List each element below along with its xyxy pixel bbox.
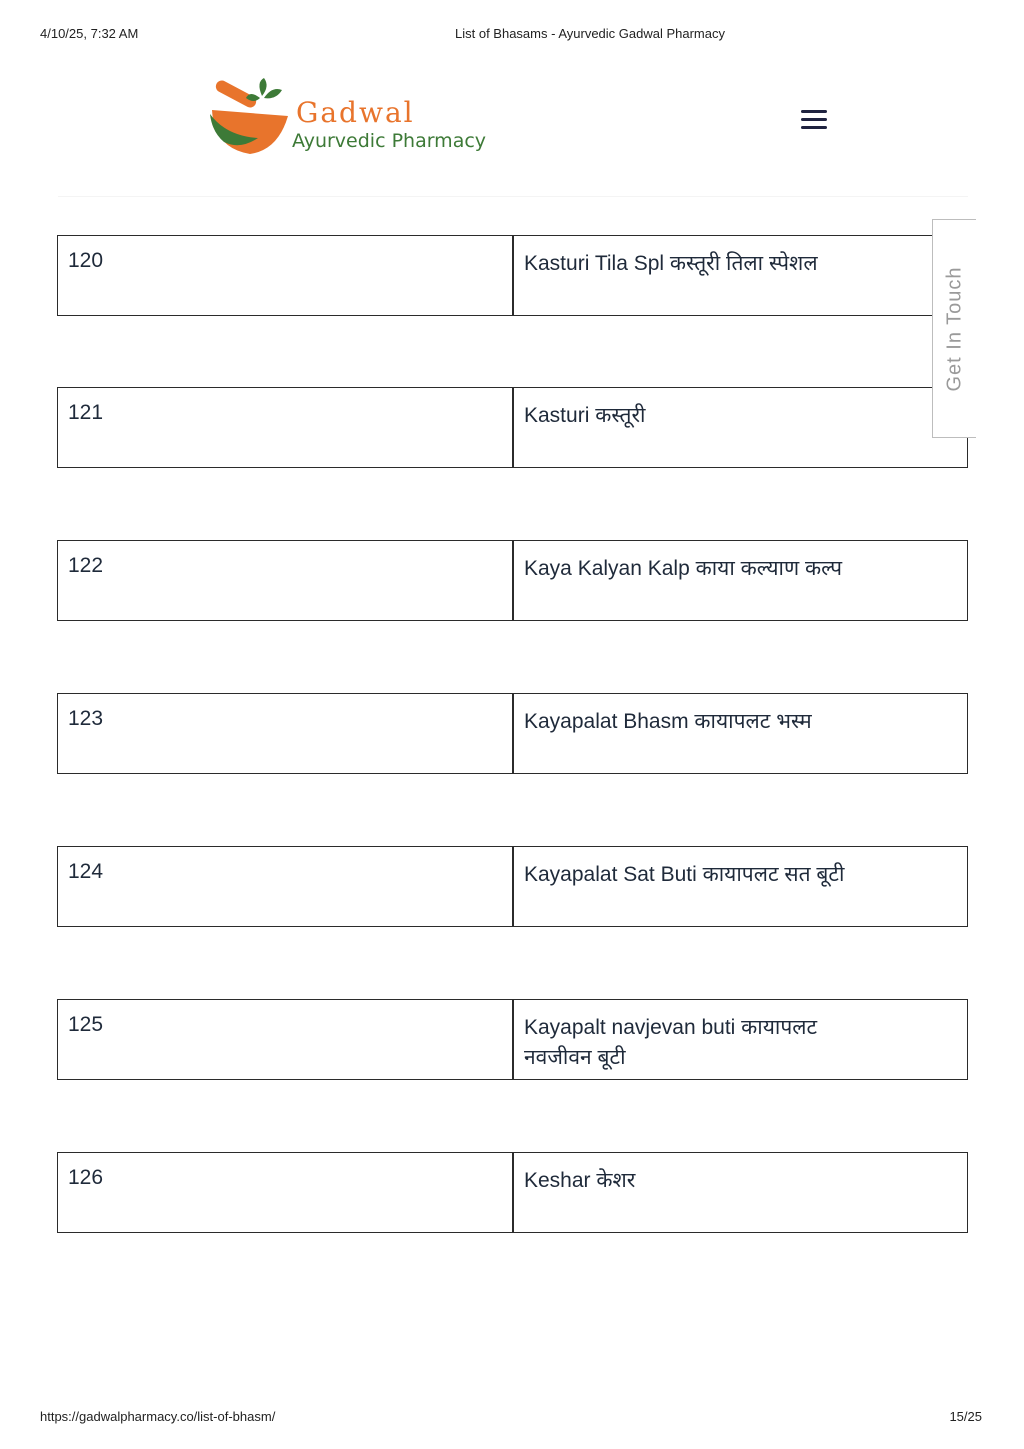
print-url: https://gadwalpharmacy.co/list-of-bhasm/ (40, 1409, 276, 1424)
hamburger-menu-icon[interactable] (801, 110, 827, 130)
row-number: 123 (58, 694, 514, 773)
row-name: Kayapalat Sat Buti कायापलट सत बूटी (524, 863, 845, 886)
table-row (57, 846, 968, 927)
table-row (57, 1152, 968, 1233)
table-row (57, 999, 968, 1080)
site-logo[interactable] (206, 76, 516, 160)
print-page-number: 15/25 (949, 1409, 982, 1424)
row-name: Kasturi Tila Spl कस्तूरी तिला स्पेशल (524, 252, 818, 275)
row-number: 120 (58, 236, 514, 315)
logo-brand-text: Gadwal (296, 96, 415, 129)
print-date: 4/10/25, 7:32 AM (40, 26, 139, 41)
mortar-pestle-logo-icon (206, 76, 292, 160)
row-number: 126 (58, 1153, 514, 1232)
table-row (57, 693, 968, 774)
row-number: 125 (58, 1000, 514, 1079)
table-row (57, 540, 968, 621)
row-number: 122 (58, 541, 514, 620)
get-in-touch-tab[interactable] (932, 219, 976, 438)
get-in-touch-label: Get In Touch (943, 265, 965, 392)
row-name: Kayapalat Bhasm कायापलट भस्म (524, 710, 812, 733)
header-divider (58, 196, 968, 197)
logo-subtitle-text: Ayurvedic Pharmacy (292, 130, 487, 152)
row-number: 121 (58, 388, 514, 467)
row-number: 124 (58, 847, 514, 926)
row-name: Kaya Kalyan Kalp काया कल्याण कल्प (524, 557, 843, 580)
table-row (57, 387, 968, 468)
print-title: List of Bhasams - Ayurvedic Gadwal Pharmacy (455, 26, 725, 41)
row-name: Kayapalt navjevan buti कायापलट नवजीवन बूटी (524, 1016, 818, 1069)
row-name: Kasturi कस्तूरी (524, 404, 646, 427)
row-name: Keshar केशर (524, 1169, 636, 1192)
table-row (57, 235, 968, 316)
